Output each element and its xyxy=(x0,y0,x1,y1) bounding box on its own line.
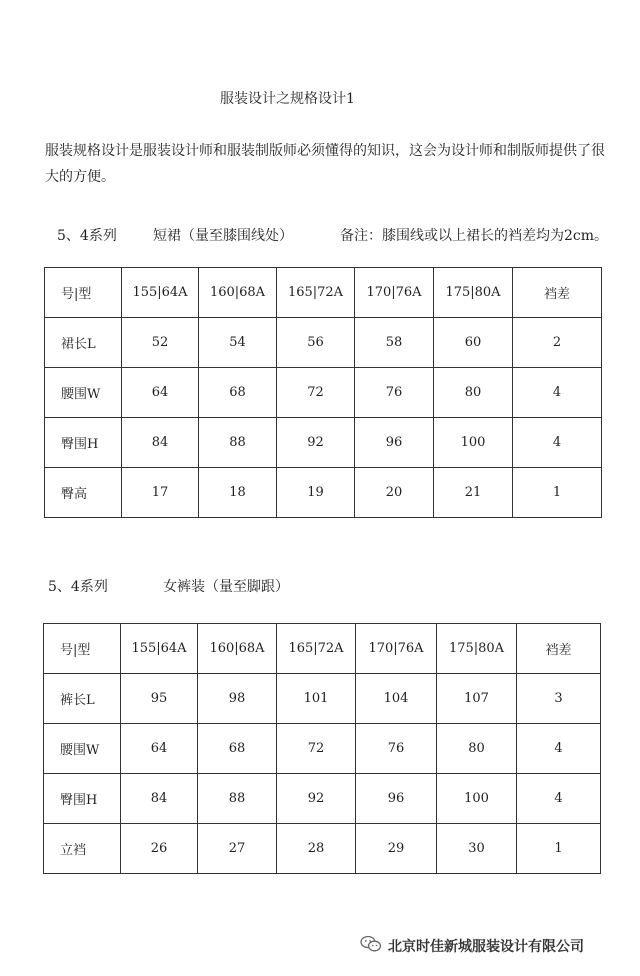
table-row xyxy=(45,468,602,518)
table-cell: 18 xyxy=(199,468,277,518)
table-cell: 68 xyxy=(198,724,277,774)
table-cell: 1 xyxy=(517,824,601,874)
table-cell: 101 xyxy=(277,674,356,724)
table-cell: 56 xyxy=(277,318,355,368)
row-label-cell: 臀围H xyxy=(45,418,122,468)
table-header-cell: 160|68A xyxy=(198,624,277,674)
table-cell: 4 xyxy=(517,724,601,774)
table-header-cell: 165|72A xyxy=(277,268,355,318)
table-row xyxy=(44,724,601,774)
table-cell: 28 xyxy=(277,824,356,874)
table-cell: 96 xyxy=(355,418,434,468)
table-cell: 2 xyxy=(513,318,602,368)
intro-paragraph: 服装规格设计是服装设计师和服装制版师必须懂得的知识，这会为设计师和制版师提供了很大的方便。 xyxy=(45,143,605,185)
table-cell: 19 xyxy=(277,468,355,518)
section1-note: 备注：膝围线或以上裙长的裆差均为2cm。 xyxy=(340,228,609,244)
table-cell: 54 xyxy=(199,318,277,368)
table-cell: 88 xyxy=(198,774,277,824)
row-label-cell: 臀高 xyxy=(45,468,122,518)
section1-name: 短裙（量至膝围线处） xyxy=(153,228,293,244)
table-cell: 84 xyxy=(121,774,198,824)
table-cell: 64 xyxy=(122,368,199,418)
table-cell: 64 xyxy=(121,724,198,774)
table-cell: 95 xyxy=(121,674,198,724)
table-header-row xyxy=(44,624,601,674)
table-cell: 104 xyxy=(356,674,437,724)
row-label-cell: 裙长L xyxy=(45,318,122,368)
table-header-cell: 175|80A xyxy=(434,268,513,318)
wechat-icon xyxy=(360,935,382,957)
table-header-cell: 160|68A xyxy=(199,268,277,318)
table-cell: 72 xyxy=(277,724,356,774)
table-header-cell: 155|64A xyxy=(122,268,199,318)
table-cell: 98 xyxy=(198,674,277,724)
table-header-cell: 175|80A xyxy=(437,624,517,674)
page-title: 服装设计之规格设计1 xyxy=(220,91,355,107)
table-cell: 76 xyxy=(355,368,434,418)
table-row xyxy=(44,824,601,874)
table-cell: 80 xyxy=(434,368,513,418)
table-header-cell: 165|72A xyxy=(277,624,356,674)
table-cell: 4 xyxy=(513,418,602,468)
table-row xyxy=(44,674,601,724)
table-header-cell: 裆差 xyxy=(517,624,601,674)
section2-name: 女裤装（量至脚跟） xyxy=(163,579,289,595)
table-row xyxy=(45,368,602,418)
table-cell: 4 xyxy=(517,774,601,824)
table-header-cell: 号|型 xyxy=(44,624,121,674)
table-header-cell: 号|型 xyxy=(45,268,122,318)
table-cell: 92 xyxy=(277,418,355,468)
row-label-cell: 腰围W xyxy=(45,368,122,418)
table-cell: 20 xyxy=(355,468,434,518)
skirt-size-table xyxy=(44,267,602,518)
table-header-row xyxy=(45,268,602,318)
table-cell: 72 xyxy=(277,368,355,418)
table-cell: 4 xyxy=(513,368,602,418)
table-header-cell: 裆差 xyxy=(513,268,602,318)
watermark-text: 北京时佳新城服装设计有限公司 xyxy=(388,939,584,955)
table-cell: 84 xyxy=(122,418,199,468)
table-cell: 3 xyxy=(517,674,601,724)
table-cell: 21 xyxy=(434,468,513,518)
table-cell: 52 xyxy=(122,318,199,368)
pants-size-table xyxy=(43,623,601,874)
table-cell: 58 xyxy=(355,318,434,368)
table-cell: 100 xyxy=(434,418,513,468)
table-row xyxy=(44,774,601,824)
row-label-cell: 裤长L xyxy=(44,674,121,724)
table-cell: 107 xyxy=(437,674,517,724)
section2-series: 5、4系列 xyxy=(48,579,108,595)
table-row xyxy=(45,418,602,468)
table-header-cell: 170|76A xyxy=(355,268,434,318)
table-cell: 88 xyxy=(199,418,277,468)
table-cell: 80 xyxy=(437,724,517,774)
table-cell: 92 xyxy=(277,774,356,824)
table-row xyxy=(45,318,602,368)
watermark xyxy=(360,935,584,957)
table-header-cell: 155|64A xyxy=(121,624,198,674)
table-cell: 17 xyxy=(122,468,199,518)
row-label-cell: 腰围W xyxy=(44,724,121,774)
table-cell: 76 xyxy=(356,724,437,774)
table-cell: 30 xyxy=(437,824,517,874)
table-header-cell: 170|76A xyxy=(356,624,437,674)
row-label-cell: 臀围H xyxy=(44,774,121,824)
row-label-cell: 立裆 xyxy=(44,824,121,874)
table-cell: 96 xyxy=(356,774,437,824)
table-cell: 1 xyxy=(513,468,602,518)
section1-series: 5、4系列 xyxy=(57,228,117,244)
table-cell: 68 xyxy=(199,368,277,418)
table-cell: 29 xyxy=(356,824,437,874)
table-cell: 100 xyxy=(437,774,517,824)
table-cell: 60 xyxy=(434,318,513,368)
table-cell: 27 xyxy=(198,824,277,874)
table-cell: 26 xyxy=(121,824,198,874)
